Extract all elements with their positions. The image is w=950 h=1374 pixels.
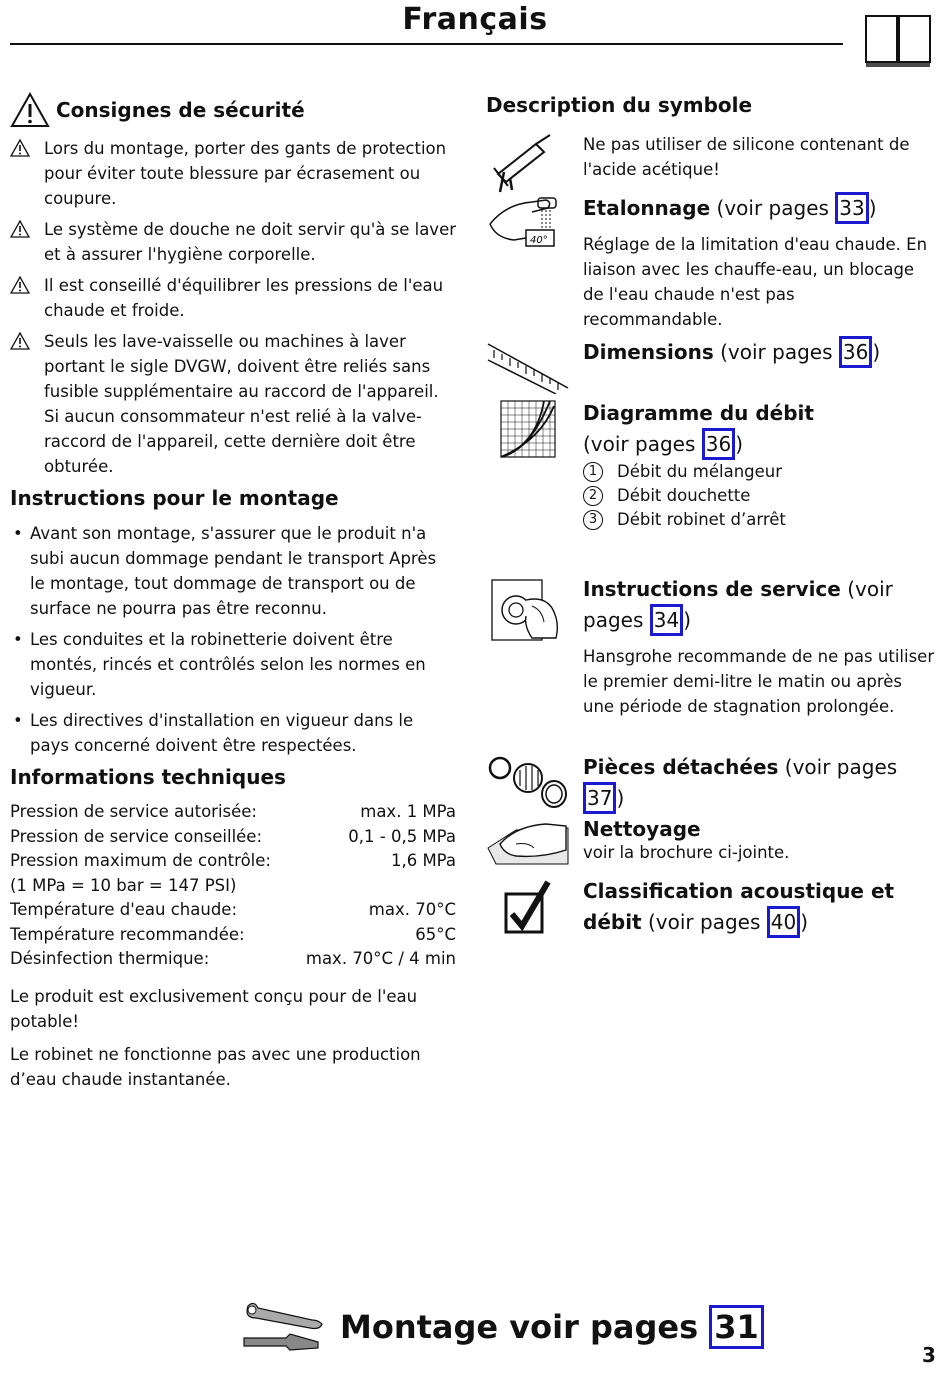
technical-value: 65°C — [415, 924, 456, 944]
bullet-icon: • — [13, 711, 23, 730]
technical-value: max. 70°C / 4 min — [305, 949, 456, 968]
cleaning-hand-icon — [486, 818, 570, 866]
technical-row — [10, 849, 456, 874]
title-rule — [10, 43, 843, 45]
mounting-item-text: Avant son montage, s'assurer que le produit n'a subi aucun dommage pendant le transport Après le montage, tout dommage de transport ou de surface ne pourra pas être reconnu. — [30, 524, 437, 618]
service-hand-icon — [486, 578, 562, 642]
book-icon — [864, 12, 932, 68]
mounting-item — [10, 708, 456, 758]
mounting-title: Instructions pour le montage — [10, 486, 339, 510]
number-badge: 1 — [583, 462, 603, 482]
etalonnage-body: Réglage de la limitation d'eau chaude. En liaison avec les chauffe-eau, un blocage de l'eau chaude n'est pas recommandable. — [583, 235, 928, 329]
right-column — [486, 92, 936, 934]
safety-item — [10, 273, 456, 323]
page-link-37[interactable]: 37 — [583, 782, 616, 814]
warning-icon — [10, 220, 30, 238]
etalonnage-heading: Etalonnage (voir pages 33 ) — [583, 192, 936, 224]
ref-text: (voir pages — [716, 196, 836, 220]
technical-row — [10, 825, 456, 850]
technical-label: Température recommandée: — [10, 924, 245, 944]
page-link-31[interactable]: 31 — [709, 1305, 764, 1349]
page-link-34[interactable]: 34 — [650, 604, 683, 636]
classification-heading: débit (voir pages 40 ) — [583, 906, 936, 938]
footer-text: Montage voir pages 31 — [340, 1305, 764, 1349]
flow-diagram-icon — [500, 400, 556, 458]
spare-parts-icon — [486, 752, 570, 812]
silicone-gun-icon — [486, 134, 556, 194]
page-link-40[interactable]: 40 — [767, 906, 800, 938]
ruler-icon — [486, 338, 570, 394]
dimensions-title: Dimensions — [583, 340, 714, 364]
nettoyage-body: voir la brochure ci-jointe. — [583, 843, 790, 862]
dimensions-heading: Dimensions (voir pages 36 ) — [583, 336, 936, 368]
classification-title: Classification acoustique et — [583, 879, 895, 903]
mounting-item — [10, 521, 456, 621]
diagramme-title: Diagramme du débit — [583, 401, 814, 425]
thermostat-hand-icon — [486, 194, 562, 254]
technical-row — [10, 898, 456, 923]
technical-value: max. 70°C — [368, 900, 456, 919]
warning-icon — [10, 92, 50, 128]
diagramme-item — [583, 484, 936, 508]
number-badge: 3 — [583, 510, 603, 530]
technical-label: Désinfection thermique: — [10, 949, 210, 968]
technical-value: 1,6 MPa — [390, 851, 456, 870]
symbols-title: Description du symbole — [486, 93, 753, 117]
nettoyage-title: Nettoyage — [583, 817, 701, 841]
service-heading: Instructions de service (voir — [583, 577, 893, 601]
page-number: 3 — [922, 1343, 936, 1367]
technical-row — [10, 947, 456, 972]
technical-label: Pression de service autorisée: — [10, 802, 257, 821]
potable-note: Le produit est exclusivement conçu pour de l'eau potable! — [10, 986, 418, 1031]
bullet-icon: • — [13, 630, 23, 649]
service-body: Hansgrohe recommande de ne pas utiliser le premier demi-litre le matin ou après une période de stagnation prolongée. — [583, 647, 935, 716]
technical-label: Pression de service conseillée: — [10, 826, 263, 846]
safety-item-text: Lors du montage, porter des gants de protection pour éviter toute blessure par écrasement ou coupure. — [44, 139, 447, 208]
left-column — [10, 92, 456, 1092]
silicone-text: Ne pas utiliser de silicone contenant de l'acide acétique! — [583, 135, 910, 179]
etalonnage-title: Etalonnage — [583, 196, 711, 220]
technical-value: max. 1 MPa — [360, 802, 456, 821]
diagramme-item-label: Débit du mélangeur — [617, 462, 783, 481]
service-ref: pages 34 ) — [583, 604, 936, 636]
diagramme-ref: (voir pages 36 ) — [583, 428, 936, 460]
safety-item-text: Seuls les lave-vaisselle ou machines à laver portant le sigle DVGW, doivent être reliés sans fusible supplémentaire au raccord de l'appareil. Si aucun consommateur n'est relié à la valve-raccord de l'appareil, cette dernière doit être obturée. — [44, 332, 439, 476]
number-badge: 2 — [583, 486, 603, 506]
warning-icon — [10, 139, 30, 157]
mounting-item — [10, 627, 456, 702]
diagramme-item — [583, 508, 936, 532]
mounting-item-text: Les conduites et la robinetterie doivent être montés, rincés et contrôlés selon les normes en vigueur. — [30, 630, 426, 699]
checkmark-box-icon — [504, 880, 552, 936]
diagramme-item — [583, 460, 936, 484]
technical-row — [10, 923, 456, 948]
page-title: Français — [402, 2, 548, 37]
diagramme-item-label: Débit douchette — [617, 486, 751, 505]
technical-title: Informations techniques — [10, 765, 286, 789]
footer — [240, 1298, 764, 1356]
service-title: Instructions de service — [583, 577, 841, 601]
pieces-title: Pièces détachées — [583, 755, 779, 779]
page-link-36[interactable]: 36 — [839, 336, 872, 368]
safety-item — [10, 329, 456, 479]
warning-icon — [10, 276, 30, 294]
warning-icon — [10, 332, 30, 350]
diagramme-item-label: Débit robinet d’arrêt — [617, 510, 786, 529]
technical-conversion: (1 MPa = 10 bar = 147 PSI) — [10, 875, 237, 895]
technical-label: Pression maximum de contrôle: — [10, 851, 271, 870]
technical-table — [10, 800, 456, 972]
safety-item-text: Le système de douche ne doit servir qu'à se laver et à assurer l'hygiène corporelle. — [44, 220, 457, 264]
technical-value: 0,1 - 0,5 MPa — [348, 826, 456, 846]
safety-item — [10, 217, 456, 267]
bullet-icon: • — [13, 524, 23, 543]
safety-title: Consignes de sécurité — [56, 98, 305, 122]
safety-item-text: Il est conseillé d'équilibrer les pressions de l'eau chaude et froide. — [44, 276, 444, 320]
pieces-heading: Pièces détachées (voir pages 37 ) — [583, 752, 936, 814]
safety-header — [10, 92, 456, 128]
technical-row — [10, 800, 456, 825]
mounting-item-text: Les directives d'installation en vigueur dans le pays concerné doivent être respectées. — [30, 711, 414, 755]
display-readout: 40° — [530, 235, 548, 246]
wrench-screwdriver-icon — [240, 1298, 326, 1356]
technical-label: Température d'eau chaude: — [10, 900, 238, 919]
page-link-33[interactable]: 33 — [835, 192, 868, 224]
instant-heater-note: Le robinet ne fonctionne pas avec une production d’eau chaude instantanée. — [10, 1044, 421, 1089]
page-link-36[interactable]: 36 — [702, 428, 735, 460]
safety-item — [10, 136, 456, 211]
